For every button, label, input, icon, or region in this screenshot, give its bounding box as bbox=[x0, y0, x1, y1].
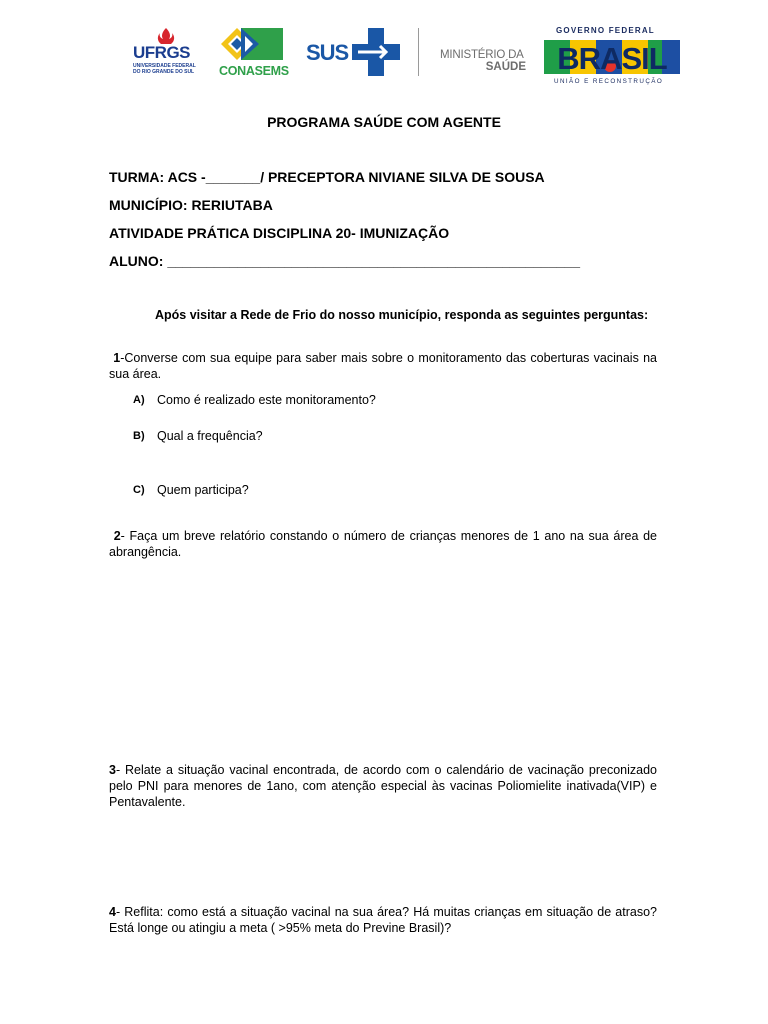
question-1c-letter: C) bbox=[133, 484, 145, 496]
aluno-line: ALUNO: _____________________________________________________ bbox=[109, 253, 580, 269]
question-1a-letter: A) bbox=[133, 394, 145, 406]
ufrgs-subtitle-line2: DO RIO GRANDE DO SUL bbox=[133, 69, 195, 75]
municipio-line: MUNICÍPIO: RERIUTABA bbox=[109, 197, 273, 213]
question-1-text: -Converse com sua equipe para saber mais sobre o monitoramento das coberturas vacinais na sua área. bbox=[109, 351, 657, 381]
ministerio-line2: SAÚDE bbox=[485, 61, 526, 73]
conasems-symbol-icon bbox=[219, 26, 289, 62]
ufrgs-subtitle bbox=[133, 63, 203, 75]
ufrgs-subtitle-line1: UNIVERSIDADE FEDERAL bbox=[133, 63, 196, 69]
question-1-number: 1 bbox=[113, 351, 121, 365]
question-1c-text: Quem participa? bbox=[157, 483, 249, 497]
ufrgs-name: UFRGS bbox=[133, 43, 190, 62]
document-title: PROGRAMA SAÚDE COM AGENTE bbox=[267, 114, 501, 130]
ufrgs-logo bbox=[133, 27, 199, 77]
header-divider bbox=[418, 28, 419, 76]
conasems-logo bbox=[219, 26, 289, 78]
conasems-name: CONASEMS bbox=[219, 64, 289, 78]
intro-paragraph: Após visitar a Rede de Frio do nosso município, responda as seguintes perguntas: bbox=[155, 308, 649, 322]
question-1 bbox=[109, 350, 657, 382]
question-2-number: 2 bbox=[113, 529, 121, 543]
turma-line: TURMA: ACS -_______/ PRECEPTORA NIVIANE SILVA DE SOUSA bbox=[109, 169, 545, 185]
sus-logo bbox=[306, 28, 402, 76]
brasil-name: BRASIL bbox=[557, 41, 667, 76]
brasil-wordmark bbox=[544, 38, 680, 76]
question-3-number: 3 bbox=[109, 763, 116, 777]
question-1a-text: Como é realizado este monitoramento? bbox=[157, 393, 376, 407]
question-2-text: - Faça um breve relatório constando o número de crianças menores de 1 ano na sua área de abrangência. bbox=[109, 529, 657, 559]
ministerio-line1: MINISTÉRIO DA bbox=[440, 49, 524, 61]
governo-federal-brasil-logo bbox=[544, 26, 680, 86]
question-4 bbox=[109, 904, 657, 936]
governo-federal-label: GOVERNO FEDERAL bbox=[556, 26, 655, 35]
question-4-number: 4 bbox=[109, 905, 116, 919]
question-4-text: - Reflita: como está a situação vacinal na sua área? Há muitas crianças em situação de atraso? Está longe ou atingiu a meta ( >95% meta do Previne Brasil)? bbox=[109, 905, 657, 935]
ministerio-saude-logo bbox=[440, 49, 530, 73]
question-2 bbox=[109, 528, 657, 560]
sus-name: SUS bbox=[306, 40, 349, 65]
question-3-text: - Relate a situação vacinal encontrada, de acordo com o calendário de vacinação preconizado pelo PNI para menores de 1ano, com atenção especial às vacinas Poliomielite inativada(VIP) e Pentavalente. bbox=[109, 763, 657, 809]
question-1b-text: Qual a frequência? bbox=[157, 429, 263, 443]
question-1b-letter: B) bbox=[133, 430, 145, 442]
sus-cross-icon bbox=[352, 28, 400, 76]
question-3 bbox=[109, 762, 657, 810]
brasil-tagline: UNIÃO E RECONSTRUÇÃO bbox=[554, 78, 664, 85]
atividade-line: ATIVIDADE PRÁTICA DISCIPLINA 20- IMUNIZAÇÃO bbox=[109, 225, 450, 241]
